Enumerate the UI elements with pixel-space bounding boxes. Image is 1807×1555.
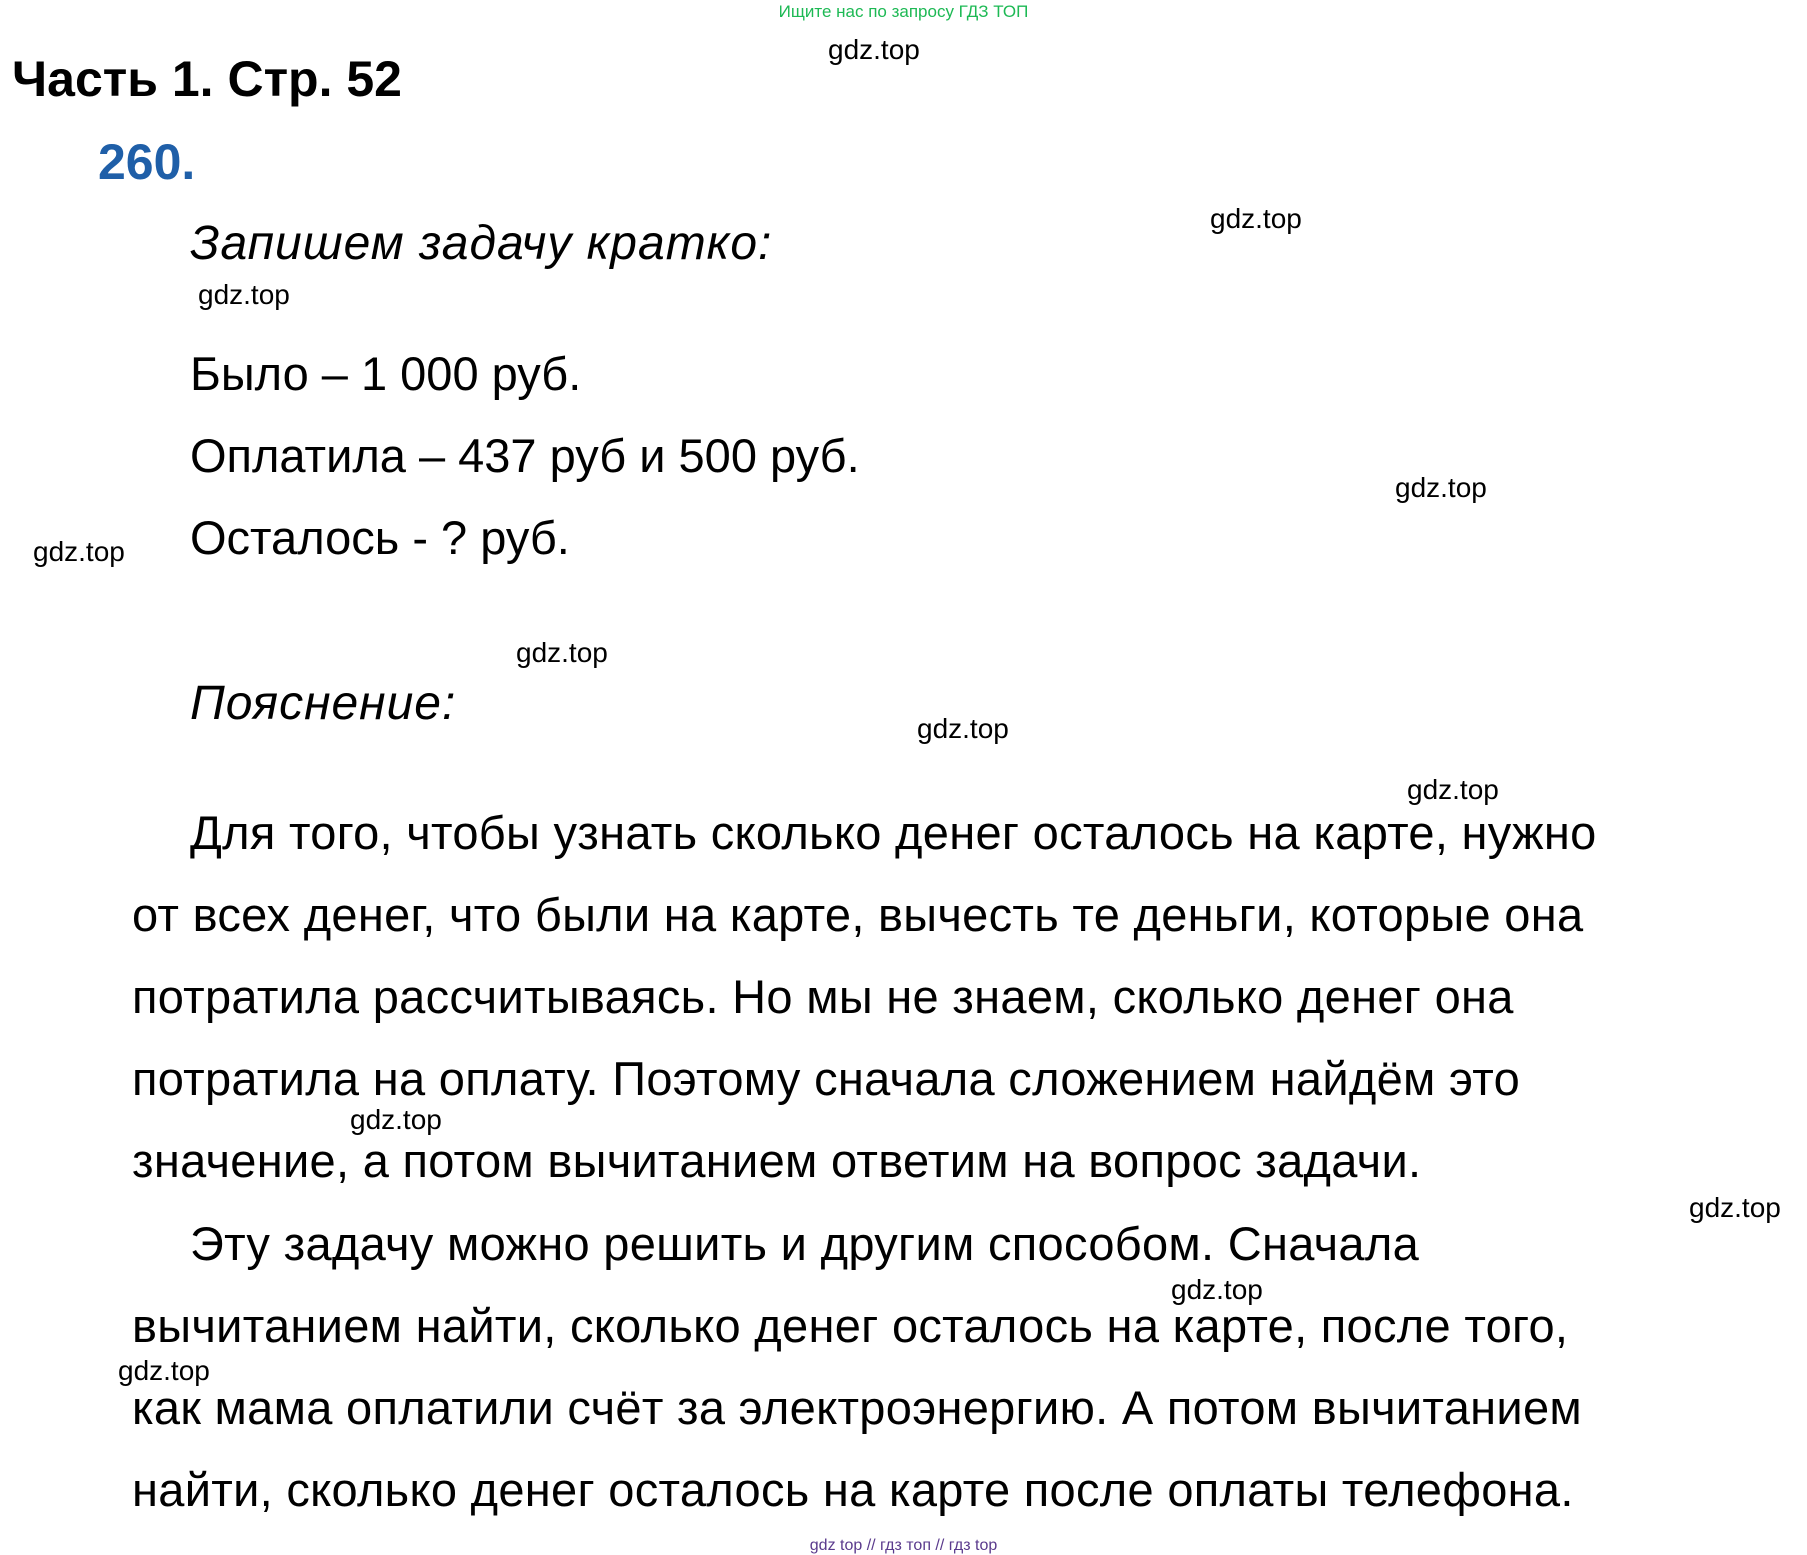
- page-title: Часть 1. Стр. 52: [12, 51, 402, 107]
- paragraph-line: Для того, чтобы узнать сколько денег осталось на карте, нужно: [190, 806, 1597, 859]
- paragraph-line: значение, а потом вычитанием ответим на вопрос задачи.: [132, 1134, 1422, 1187]
- watermark: gdz.top: [350, 1104, 442, 1135]
- paragraph-line: как мама оплатили счёт за электроэнергию. А потом вычитанием: [132, 1381, 1583, 1434]
- footer-links[interactable]: gdz top // гдз топ // гдз top: [809, 1537, 998, 1554]
- condition-paid: Оплатила – 437 руб и 500 руб.: [190, 429, 860, 482]
- condition-left: Осталось - ? руб.: [190, 511, 570, 564]
- watermark: gdz.top: [917, 713, 1009, 744]
- paragraph-line: Эту задачу можно решить и другим способом. Сначала: [190, 1217, 1420, 1270]
- task-number: 260.: [98, 134, 196, 190]
- paragraph-line: от всех денег, что были на карте, вычесть те деньги, которые она: [132, 888, 1584, 941]
- watermark: gdz.top: [1689, 1192, 1781, 1223]
- top-banner[interactable]: Ищите нас по запросу ГДЗ ТОП: [778, 2, 1029, 21]
- short-note-heading: Запишем задачу кратко:: [190, 217, 773, 270]
- paragraph-line: вычитанием найти, сколько денег осталось на карте, после того,: [132, 1299, 1569, 1352]
- watermark: gdz.top: [1395, 472, 1487, 503]
- paragraph-line: потратила на оплату. Поэтому сначала сложением найдём это: [132, 1052, 1521, 1105]
- watermark: gdz.top: [828, 34, 920, 65]
- watermark: gdz.top: [33, 536, 125, 567]
- explanation-heading: Пояснение:: [190, 677, 457, 730]
- paragraph-line: найти, сколько денег осталось на карте после оплаты телефона.: [132, 1463, 1574, 1516]
- watermark: gdz.top: [118, 1355, 210, 1386]
- watermark: gdz.top: [516, 637, 608, 668]
- watermark: gdz.top: [1210, 203, 1302, 234]
- watermark: gdz.top: [1171, 1274, 1263, 1305]
- condition-had: Было – 1 000 руб.: [190, 347, 582, 400]
- watermark: gdz.top: [198, 279, 290, 310]
- paragraph-line: потратила рассчитываясь. Но мы не знаем, сколько денег она: [132, 970, 1514, 1023]
- watermark: gdz.top: [1407, 774, 1499, 805]
